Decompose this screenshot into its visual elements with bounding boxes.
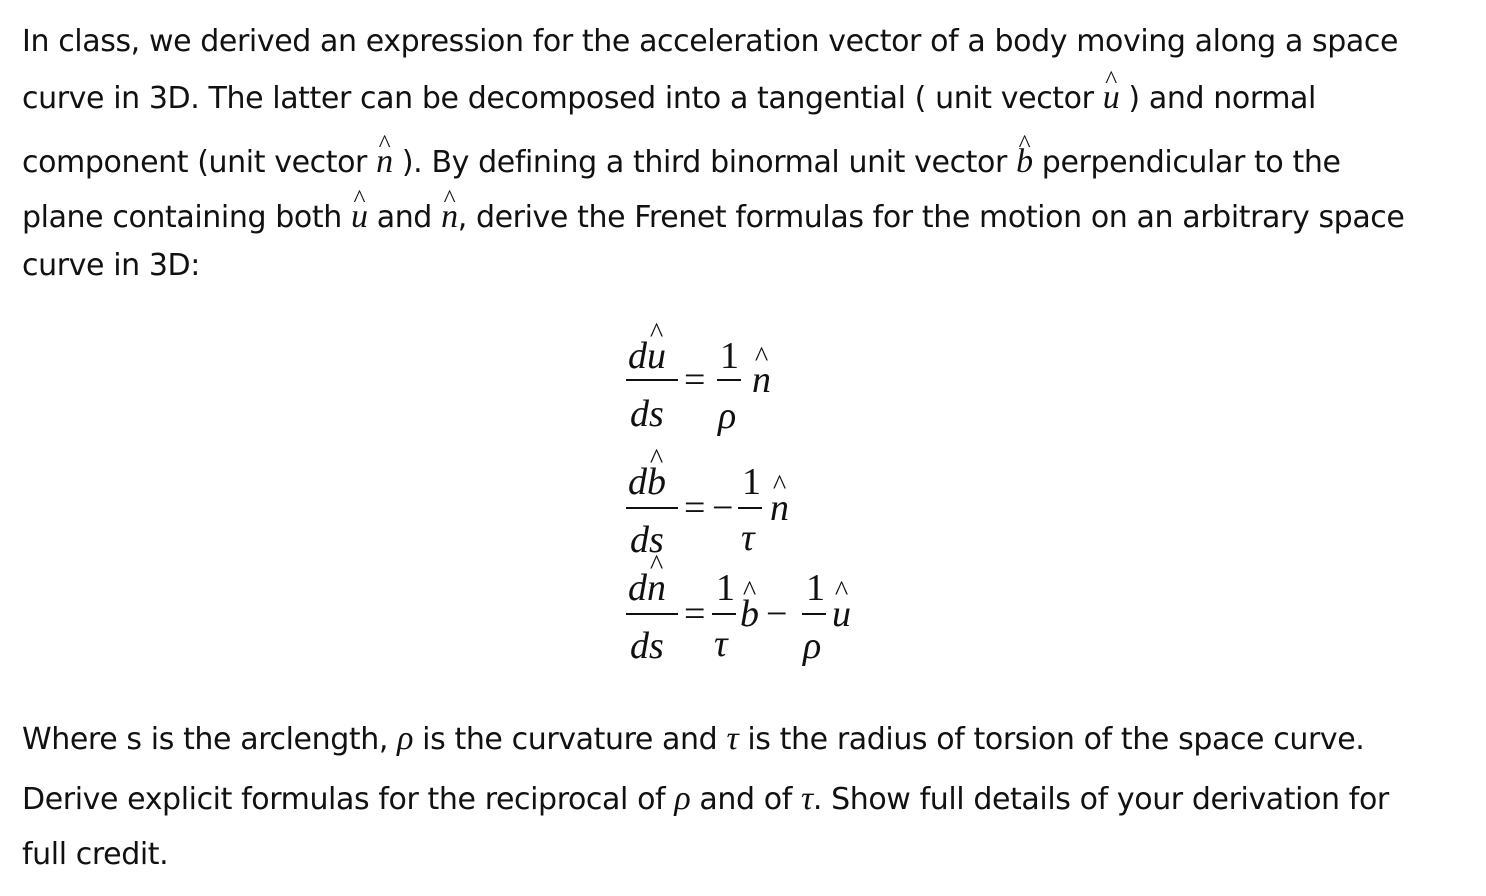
paragraph1-line3: component (unit vector n ^ ). By defining a third binormal unit vector b ^ perpendicular to the — [22, 145, 1341, 179]
eq2-numerator: db ^ — [628, 460, 666, 504]
eq2-tau: τ — [741, 517, 755, 559]
eq3-denominator: ds — [630, 625, 664, 667]
eq3-b-hat: b ^ — [740, 592, 759, 636]
eq3-tau: τ — [714, 623, 728, 665]
eq1-fraction-bar — [626, 379, 678, 381]
eq2-fraction-bar — [626, 507, 678, 509]
u-hat-symbol: u ^ — [351, 200, 368, 234]
eq2-fraction-bar-2 — [738, 507, 762, 509]
eq2-one: 1 — [742, 461, 761, 503]
eq3-fraction-bar — [626, 613, 678, 615]
eq3-equals: = — [684, 593, 706, 635]
eq3-one-2: 1 — [806, 567, 825, 609]
eq1-equals: = — [684, 359, 706, 401]
paragraph1-line1: In class, we derived an expression for the acceleration vector of a body moving along a space — [22, 24, 1399, 59]
eq3-fraction-bar-2 — [712, 613, 736, 615]
eq3-rho: ρ — [803, 625, 822, 667]
eq1-denominator: ds — [630, 393, 664, 435]
eq1-fraction-bar-2 — [717, 379, 741, 381]
n-hat-symbol: n ^ — [376, 145, 393, 179]
eq1-one: 1 — [720, 335, 739, 377]
paragraph2-line2: Derive explicit formulas for the reciprocal of ρ and of τ. Show full details of your derivation for — [22, 780, 1389, 817]
n-hat-symbol: n ^ — [441, 200, 458, 234]
eq3-fraction-bar-3 — [802, 613, 826, 615]
eq1-numerator: du ^ — [628, 334, 666, 378]
eq3-numerator: dn ^ — [628, 566, 666, 610]
eq3-u-hat: u ^ — [832, 592, 851, 636]
eq3-minus: − — [766, 593, 788, 635]
b-hat-symbol: b ^ — [1016, 145, 1033, 179]
rho-symbol: ρ — [674, 780, 691, 817]
u-hat-symbol: u ^ — [1103, 81, 1120, 115]
tau-symbol: τ — [726, 720, 739, 757]
eq2-denominator: ds — [630, 519, 664, 561]
eq1-rho: ρ — [718, 395, 737, 437]
tau-symbol: τ — [801, 780, 813, 817]
eq2-n-hat: n ^ — [770, 486, 789, 530]
paragraph2-line3: full credit. — [22, 837, 169, 872]
eq3-one: 1 — [716, 567, 735, 609]
paragraph2-line1: Where s is the arclength, ρ is the curvature and τ is the radius of torsion of the space curve. — [22, 720, 1365, 757]
paragraph1-line4: plane containing both u ^ and n ^, derive the Frenet formulas for the motion on an arbitrary space — [22, 200, 1404, 234]
paragraph1-line5: curve in 3D: — [22, 248, 200, 283]
rho-symbol: ρ — [397, 720, 414, 757]
paragraph1-line2: curve in 3D. The latter can be decomposed into a tangential ( unit vector u ^ ) and normal — [22, 81, 1316, 115]
eq2-minus: − — [712, 487, 734, 529]
eq2-equals: = — [684, 487, 706, 529]
eq1-n-hat: n ^ — [752, 358, 771, 402]
